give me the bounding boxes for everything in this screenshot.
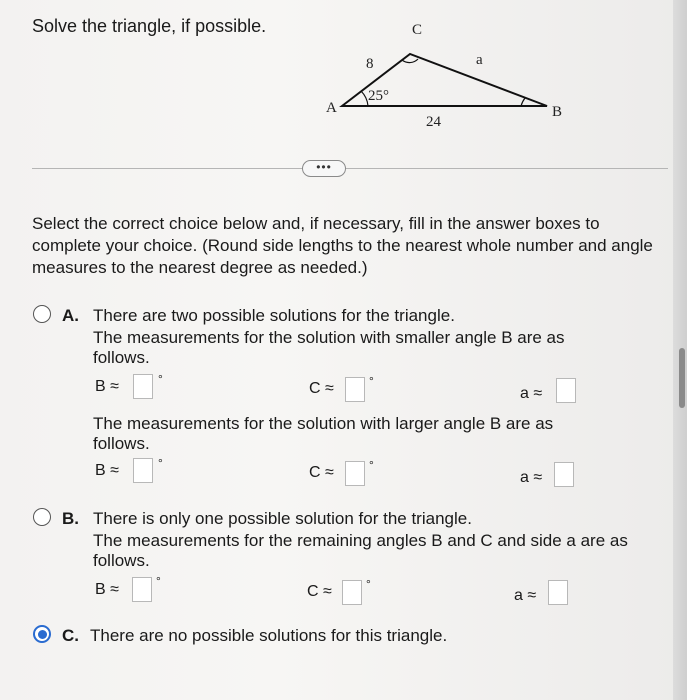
a1-b-label: B ≈ — [95, 378, 119, 395]
a2-b-input[interactable] — [133, 458, 153, 483]
side-cb-label: a — [476, 52, 483, 68]
option-c-radio[interactable] — [33, 625, 51, 643]
a1-c-label: C ≈ — [309, 380, 334, 397]
option-a-line3: The measurements for the solution with larger angle B are as follows. — [93, 414, 554, 453]
a2-a-input[interactable] — [554, 462, 574, 487]
option-b-line2: The measurements for the remaining angles B and C and side a are as follows. — [93, 531, 628, 570]
angle-a-label: 25° — [368, 88, 389, 104]
vertex-a-label: A — [326, 100, 337, 116]
scrollbar-track[interactable] — [673, 0, 687, 700]
option-a-radio[interactable] — [33, 305, 51, 323]
a1-c-input[interactable] — [345, 377, 365, 402]
a1-a-input[interactable] — [556, 378, 576, 403]
b-c-label: C ≈ — [307, 583, 332, 600]
option-b-line1: There is only one possible solution for the triangle. — [93, 509, 472, 528]
a1-c-degree: ° — [369, 374, 374, 388]
option-c-line1: There are no possible solutions for this triangle. — [90, 626, 448, 645]
side-ac-label: 8 — [366, 56, 374, 72]
question-title: Solve the triangle, if possible. — [32, 16, 267, 36]
b-b-degree: ° — [156, 574, 161, 588]
option-b-radio[interactable] — [33, 508, 51, 526]
vertex-b-label: B — [552, 104, 563, 120]
triangle-figure — [310, 12, 590, 147]
a1-a-label: a ≈ — [520, 385, 543, 402]
vertex-c-label: C — [412, 22, 423, 38]
option-a-line2: The measurements for the solution with smaller angle B are as follows. — [93, 328, 565, 367]
divider — [32, 168, 668, 169]
expand-more-button[interactable]: ••• — [302, 160, 346, 177]
b-a-label: a ≈ — [514, 587, 537, 604]
option-a-letter: A. — [62, 306, 79, 325]
a1-b-degree: ° — [158, 372, 163, 386]
a2-c-input[interactable] — [345, 461, 365, 486]
a1-b-input[interactable] — [133, 374, 153, 399]
side-ab-label: 24 — [426, 114, 441, 130]
triangle-diagram — [310, 12, 590, 147]
option-a-line1: There are two possible solutions for the triangle. — [93, 306, 455, 325]
b-c-input[interactable] — [342, 580, 362, 605]
option-c-letter: C. — [62, 626, 79, 645]
b-b-input[interactable] — [132, 577, 152, 602]
a2-c-degree: ° — [369, 458, 374, 472]
b-a-input[interactable] — [548, 580, 568, 605]
b-c-degree: ° — [366, 577, 371, 591]
a2-c-label: C ≈ — [309, 464, 334, 481]
a2-b-degree: ° — [158, 456, 163, 470]
option-b-letter: B. — [62, 509, 79, 528]
instructions: Select the correct choice below and, if necessary, fill in the answer boxes to complete your choice. (Round side lengths to the nearest whole number and angle measures to the nearest degree as needed.) — [32, 214, 653, 277]
a2-a-label: a ≈ — [520, 469, 543, 486]
b-b-label: B ≈ — [95, 581, 119, 598]
scrollbar-thumb[interactable] — [679, 348, 685, 408]
a2-b-label: B ≈ — [95, 462, 119, 479]
